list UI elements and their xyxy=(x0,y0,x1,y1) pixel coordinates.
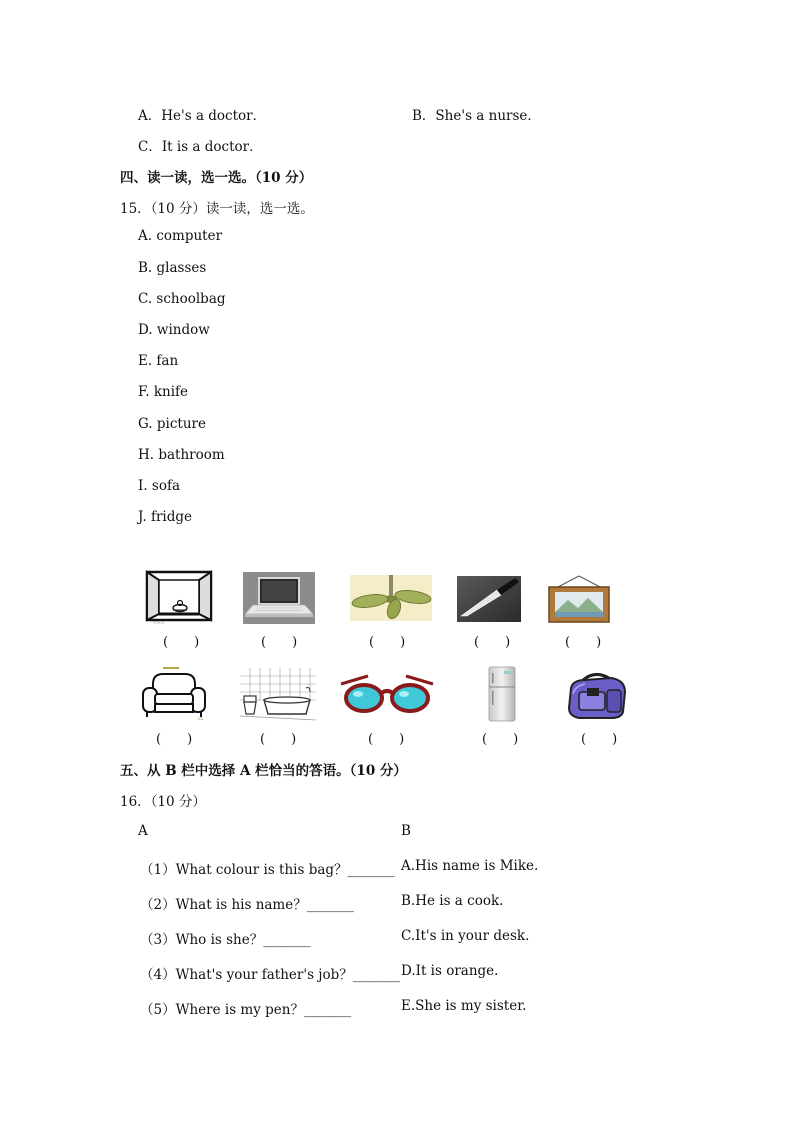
word-option: H. bathroom xyxy=(138,447,225,463)
framed-picture-image xyxy=(546,574,612,624)
knife-image xyxy=(457,576,521,622)
matching-answer: A.His name is Mike. xyxy=(401,858,539,874)
answer-blank: ( ) xyxy=(260,732,297,747)
answer-blank: ( ) xyxy=(565,635,602,650)
sofa-image xyxy=(139,664,209,722)
answer-blank: ( ) xyxy=(474,635,511,650)
word-option: G. picture xyxy=(138,416,206,432)
matching-question: （4）What's your father's job？_______ xyxy=(140,967,401,983)
question-16-stem: 16．（10 分） xyxy=(120,794,206,810)
ceiling-fan-image xyxy=(350,575,432,621)
answer-blank: ( ) xyxy=(581,732,618,747)
matching-answer: B.He is a cook. xyxy=(401,893,504,909)
word-option: I. sofa xyxy=(138,478,181,494)
window-image xyxy=(143,570,215,626)
matching-question: （1）What colour is this bag？_______ xyxy=(140,862,395,878)
word-option: J. fridge xyxy=(138,509,192,525)
word-option: B. glasses xyxy=(138,260,207,276)
svg-text:.co: .co xyxy=(197,716,203,721)
question-15-stem: 15．（10 分）读一读，选一选。 xyxy=(120,201,314,217)
option-b: B．She's a nurse． xyxy=(412,108,541,124)
word-option: C. schoolbag xyxy=(138,291,226,307)
answer-blank: ( ) xyxy=(368,732,405,747)
matching-answer: E.She is my sister. xyxy=(401,998,527,1014)
bathroom-image xyxy=(240,668,316,724)
fridge-image xyxy=(484,665,520,723)
section-4-title: 四、读一读，选一选。（10 分） xyxy=(120,170,313,186)
answer-blank: ( ) xyxy=(163,635,200,650)
word-option: A. computer xyxy=(138,228,223,244)
option-c: C．It is a doctor． xyxy=(138,139,263,155)
column-a-header: A xyxy=(138,823,148,839)
laptop-image xyxy=(243,572,315,624)
matching-question: （5）Where is my pen？_______ xyxy=(140,1002,352,1018)
column-b-header: B xyxy=(401,823,411,839)
word-option: E. fan xyxy=(138,353,179,369)
matching-question: （3）Who is she？_______ xyxy=(140,932,311,948)
answer-blank: ( ) xyxy=(369,635,406,650)
glasses-image xyxy=(338,668,436,718)
answer-blank: ( ) xyxy=(482,732,519,747)
matching-answer: D.It is orange. xyxy=(401,963,499,979)
word-option: F. knife xyxy=(138,384,189,400)
schoolbag-image xyxy=(563,670,631,722)
option-a: A．He's a doctor． xyxy=(138,108,267,124)
section-5-title: 五、从 B 栏中选择 A 栏恰当的答语。（10 分） xyxy=(120,763,407,779)
word-option: D. window xyxy=(138,322,210,338)
svg-text:www.: www. xyxy=(153,621,166,626)
answer-blank: ( ) xyxy=(156,732,193,747)
matching-question: （2）What is his name？_______ xyxy=(140,897,354,913)
matching-answer: C.It's in your desk. xyxy=(401,928,530,944)
answer-blank: ( ) xyxy=(261,635,298,650)
